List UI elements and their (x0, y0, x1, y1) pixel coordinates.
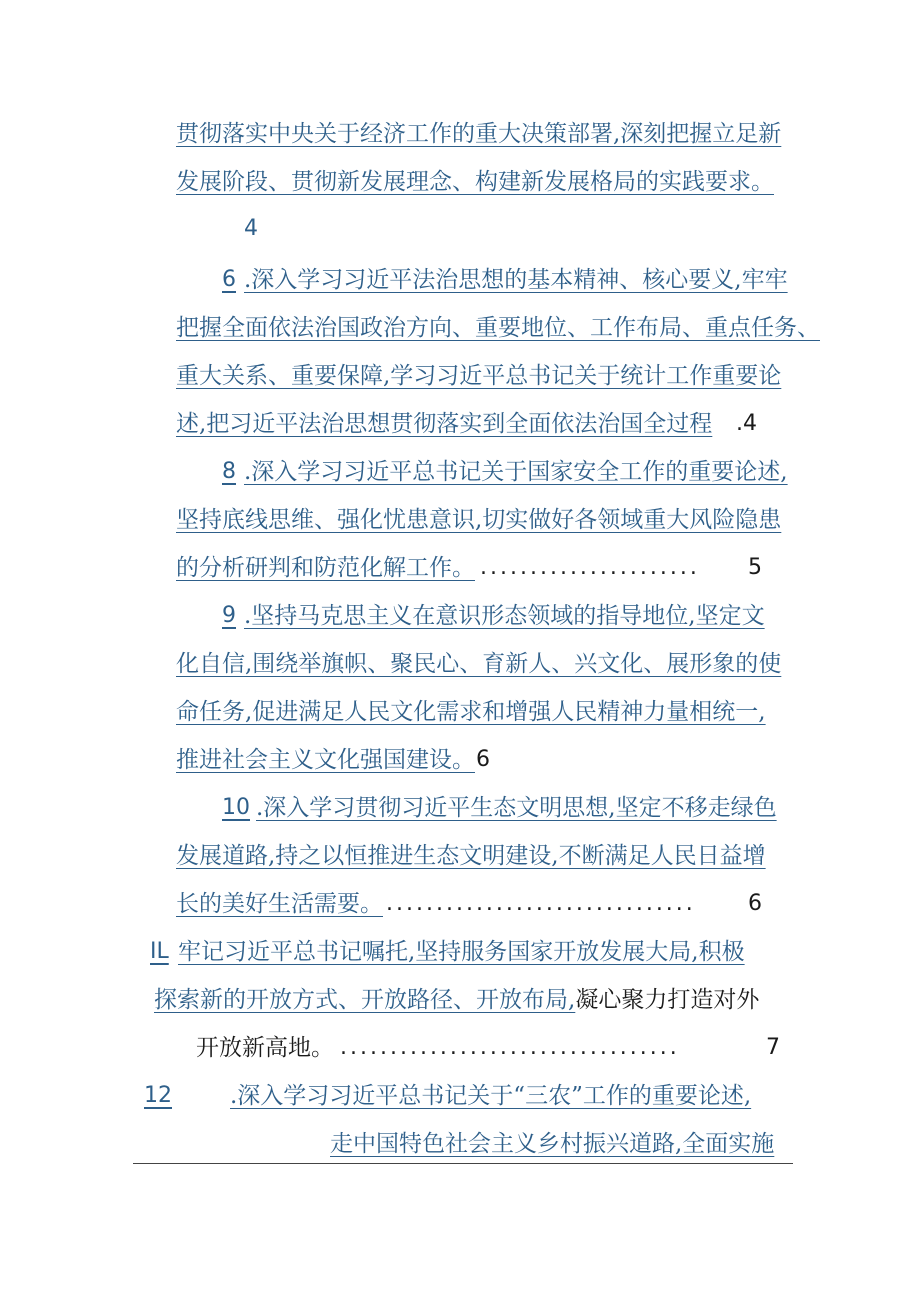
toc-entry-8-leader-dots: ...................... (480, 555, 700, 580)
toc-entry-6-line-4[interactable] (176, 408, 712, 440)
toc-entry-10-line-3[interactable] (176, 888, 383, 920)
toc-link[interactable]: .深入学习贯彻习近平生态文明思想,坚定不移走绿色 (256, 795, 777, 821)
toc-link[interactable]: 命任务,促进满足人民文化需求和增强人民精神力量相统一, (176, 699, 766, 725)
toc-entry-8-line-3[interactable] (176, 552, 475, 584)
toc-link[interactable]: 重大关系、重要保障,学习习近平总书记关于统计工作重要论 (176, 363, 782, 389)
toc-entry-9-line-3[interactable] (176, 696, 766, 728)
toc-link[interactable]: 把握全面依法治国政治方向、重要地位、工作布局、重点任务、 (176, 315, 820, 341)
toc-link[interactable]: 述,把习近平法治思想贯彻落实到全面依法治国全过程 (176, 411, 713, 437)
toc-number-link[interactable]: 10 (222, 795, 250, 820)
toc-link[interactable]: 长的美好生活需要。 (176, 891, 383, 917)
toc-entry-8-line-1[interactable] (244, 456, 788, 488)
toc-entry-11-line-1[interactable] (178, 936, 745, 968)
toc-entry-9-line-2[interactable] (176, 648, 781, 680)
toc-entry-10-line-2[interactable] (176, 840, 766, 872)
toc-entry-8-number[interactable] (222, 456, 236, 488)
toc-entry-9-number[interactable] (222, 600, 236, 632)
toc-link[interactable]: 贯彻落实中央关于经济工作的重大决策部署,深刻把握立足新 (176, 121, 782, 147)
toc-number-link[interactable]: 6 (222, 267, 236, 292)
toc-entry-8-line-2[interactable] (176, 504, 781, 536)
toc-entry-11-page-number: 7 (766, 1035, 780, 1060)
toc-link[interactable]: .深入学习习近平法治思想的基本精神、核心要义,牢牢 (244, 267, 788, 293)
toc-link[interactable]: 探索新的开放方式、开放路径、开放布局, (154, 987, 576, 1013)
toc-link[interactable]: 牢记习近平总书记嘱托,坚持服务国家开放发展大局,积极 (178, 939, 745, 965)
toc-entry-12-number[interactable] (144, 1080, 172, 1112)
toc-number-link[interactable]: IL (150, 939, 169, 964)
toc-number-link[interactable]: 9 (222, 603, 236, 628)
page-divider-rule (133, 1163, 793, 1164)
toc-entry-12-line-1[interactable] (230, 1080, 751, 1112)
toc-link[interactable]: .深入学习习近平总书记关于“三农”工作的重要论述, (230, 1083, 752, 1109)
toc-entry-11-line-3: 开放新高地。 (196, 1035, 334, 1061)
toc-entry-9-line-4[interactable] (176, 744, 475, 776)
toc-entry-8-page-number: 5 (748, 555, 762, 580)
toc-entry-10-number[interactable] (222, 792, 250, 824)
toc-link[interactable]: 发展阶段、贯彻新发展理念、构建新发展格局的实践要求。 (176, 169, 774, 195)
toc-entry-6-line-1[interactable] (244, 264, 788, 296)
toc-entry-6-number[interactable] (222, 264, 236, 296)
toc-link[interactable]: 的分析研判和防范化解工作。 (176, 555, 475, 581)
toc-entry-10-page-number: 6 (748, 891, 762, 916)
toc-entry-5-line-2[interactable] (176, 166, 774, 198)
toc-entry-12-line-2[interactable] (330, 1128, 774, 1160)
toc-link[interactable]: 发展道路,持之以恒推进生态文明建设,不断满足人民日益增 (176, 843, 766, 869)
toc-entry-11-leader-dots: .................................. (340, 1035, 680, 1060)
toc-link[interactable]: 坚持底线思维、强化忧患意识,切实做好各领域重大风险隐患 (176, 507, 782, 533)
toc-link[interactable]: 推进社会主义文化强国建设。 (176, 747, 475, 773)
toc-entry-11-line-2-plain: 凝心聚力打造对外 (575, 987, 760, 1013)
toc-entry-6-line-3[interactable] (176, 360, 781, 392)
toc-entry-5-line-1[interactable] (176, 118, 781, 150)
toc-entry-11-line-2[interactable] (154, 984, 759, 1016)
toc-number-link[interactable]: 8 (222, 459, 236, 484)
toc-link[interactable]: .坚持马克思主义在意识形态领域的指导地位,坚定文 (244, 603, 765, 629)
toc-entry-6-line-2[interactable] (176, 312, 820, 344)
toc-entry-6-page-number: .4 (736, 411, 757, 436)
toc-entry-11-number[interactable] (150, 936, 169, 968)
toc-link[interactable]: .深入学习习近平总书记关于国家安全工作的重要论述, (244, 459, 788, 485)
toc-entry-9-page-number: 6 (476, 747, 490, 772)
toc-number-link[interactable]: 12 (144, 1083, 172, 1108)
toc-entry-9-line-1[interactable] (244, 600, 765, 632)
toc-entry-10-leader-dots: ............................... (386, 891, 696, 916)
toc-link[interactable]: 化自信,围绕举旗帜、聚民心、育新人、兴文化、展形象的使 (176, 651, 782, 677)
toc-entry-10-line-1[interactable] (256, 792, 777, 824)
toc-entry-5-page-number: 4 (244, 216, 258, 241)
toc-link[interactable]: 走中国特色社会主义乡村振兴道路,全面实施 (330, 1131, 775, 1157)
